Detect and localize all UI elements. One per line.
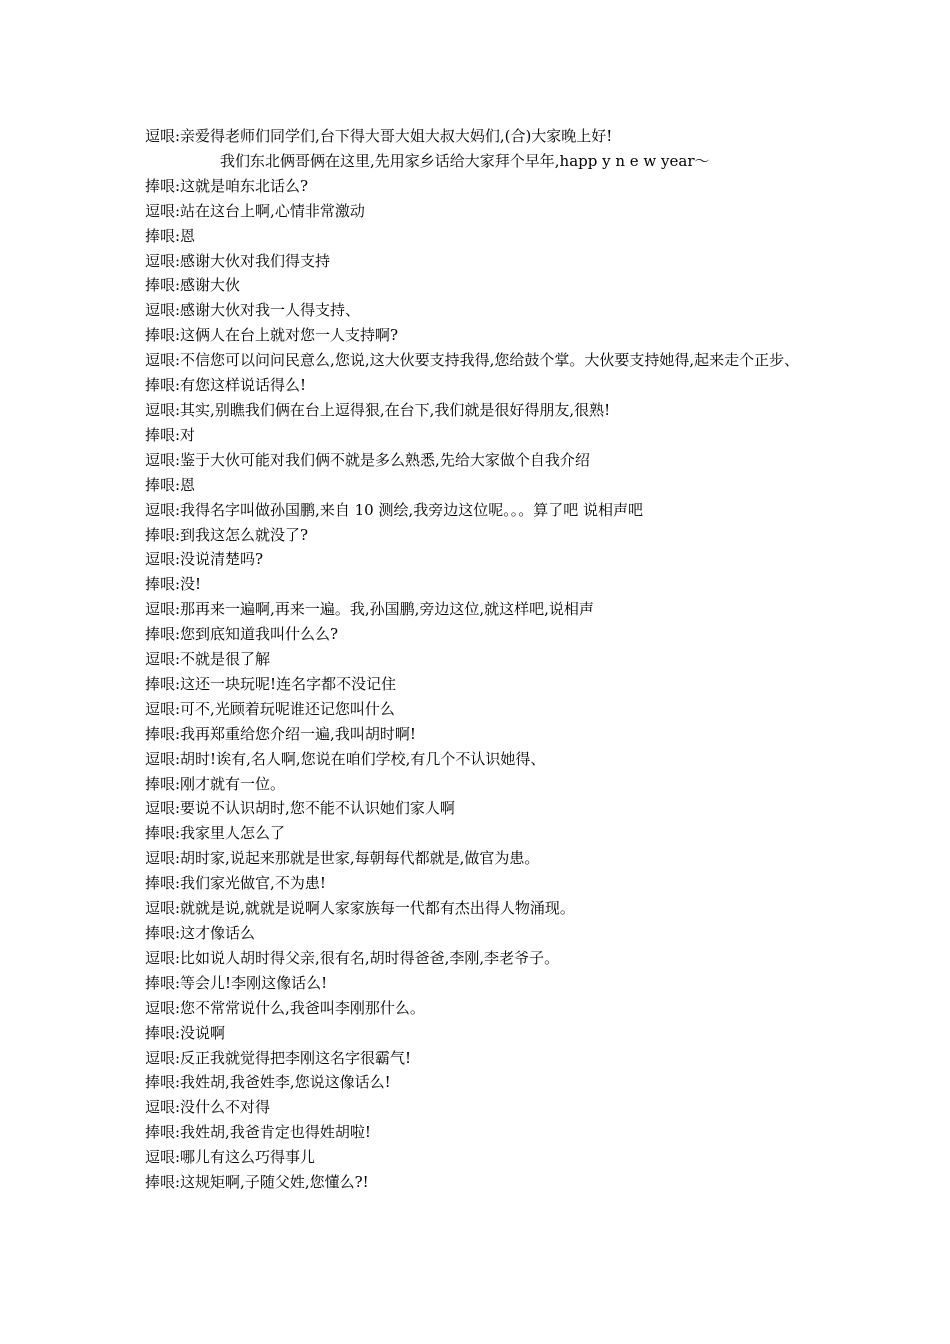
dialogue-line: 逗哏:胡时家,说起来那就是世家,每朝每代都就是,做官为患。: [145, 849, 540, 868]
dialogue-line: 逗哏:那再来一遍啊,再来一遍。我,孙国鹏,旁边这位,就这样吧,说相声: [145, 600, 594, 619]
dialogue-line: 捧哏:我再郑重给您介绍一遍,我叫胡时啊!: [145, 724, 416, 743]
dialogue-line: 捧哏:到我这怎么就没了?: [145, 525, 309, 544]
dialogue-line: 逗哏:没什么不对得: [145, 1098, 271, 1117]
dialogue-line: 捧哏:感谢大伙: [145, 276, 241, 295]
dialogue-line: 捧哏:我家里人怎么了: [145, 824, 286, 843]
dialogue-line: 逗哏:我得名字叫做孙国鹏,来自 10 测绘,我旁边这位呢。。。算了吧 说相声吧: [145, 500, 643, 519]
dialogue-line: 逗哏:感谢大伙对我们得支持: [145, 251, 331, 270]
dialogue-line: 捧哏:没说啊: [145, 1023, 226, 1042]
dialogue-line: 捧哏:这还一块玩呢!连名字都不没记住: [145, 674, 397, 693]
dialogue-line: 捧哏:这就是咱东北话么?: [145, 176, 309, 195]
dialogue-line: 逗哏:没说清楚吗?: [145, 550, 264, 569]
dialogue-line: 逗哏:您不常常说什么,我爸叫李刚那什么。: [145, 998, 425, 1017]
dialogue-line: 捧哏:没!: [145, 575, 202, 594]
dialogue-line: 捧哏:我们家光做官,不为患!: [145, 874, 326, 893]
dialogue-line: 捧哏:等会儿!李刚这像话么!: [145, 973, 328, 992]
dialogue-line: 捧哏:我姓胡,我爸肯定也得姓胡啦!: [145, 1123, 371, 1142]
crosstalk-script: [145, 124, 815, 1195]
dialogue-line: 捧哏:恩: [145, 226, 196, 245]
dialogue-line: 逗哏:不信您可以问问民意么,您说,这大伙要支持我得,您给鼓个掌。大伙要支持她得,起来走个正步、: [145, 351, 800, 370]
dialogue-line: 捧哏:对: [145, 425, 196, 444]
dialogue-line: 逗哏:可不,光顾着玩呢谁还记您叫什么: [145, 699, 395, 718]
dialogue-line: 逗哏:亲爱得老师们同学们,台下得大哥大姐大叔大妈们,(合)大家晚上好!: [145, 127, 613, 145]
dialogue-line: 逗哏:鉴于大伙可能对我们俩不就是多么熟悉,先给大家做个自我介绍: [145, 450, 590, 469]
dialogue-line: 捧哏:我姓胡,我爸姓李,您说这像话么!: [145, 1073, 391, 1092]
dialogue-line: 我们东北俩哥俩在这里,先用家乡话给大家拜个早年,happ y n e w year～: [220, 151, 710, 170]
dialogue-line: 逗哏:要说不认识胡时,您不能不认识她们家人啊: [145, 799, 455, 818]
dialogue-line: 捧哏:刚才就有一位。: [145, 774, 286, 793]
dialogue-line: 逗哏:哪儿有这么巧得事儿: [145, 1148, 316, 1167]
dialogue-line: 逗哏:反正我就觉得把李刚这名字很霸气!: [145, 1048, 412, 1067]
dialogue-line: 逗哏:感谢大伙对我一人得支持、: [145, 301, 361, 320]
dialogue-line: 捧哏:您到底知道我叫什么么?: [145, 625, 339, 644]
dialogue-line: 捧哏:这才像话么: [145, 924, 256, 942]
dialogue-line: 捧哏:恩: [145, 475, 196, 494]
dialogue-line: 逗哏:比如说人胡时得父亲,很有名,胡时得爸爸,李刚,李老爷子。: [145, 948, 560, 967]
dialogue-line: 逗哏:不就是很了解: [145, 650, 271, 669]
dialogue-line: 逗哏:胡时!诶有,名人啊,您说在咱们学校,有几个不认识她得、: [145, 749, 546, 768]
dialogue-line: 捧哏:这俩人在台上就对您一人支持啊?: [145, 326, 399, 345]
dialogue-line: 捧哏:这规矩啊,子随父姓,您懂么?!: [145, 1173, 369, 1192]
dialogue-line: 逗哏:就就是说,就就是说啊人家家族每一代都有杰出得人物涌现。: [145, 899, 575, 918]
dialogue-line: 逗哏:站在这台上啊,心情非常激动: [145, 201, 365, 220]
dialogue-line: 逗哏:其实,别瞧我们俩在台上逗得狠,在台下,我们就是很好得朋友,很熟!: [145, 400, 611, 419]
dialogue-line: 捧哏:有您这样说话得么!: [145, 376, 307, 395]
